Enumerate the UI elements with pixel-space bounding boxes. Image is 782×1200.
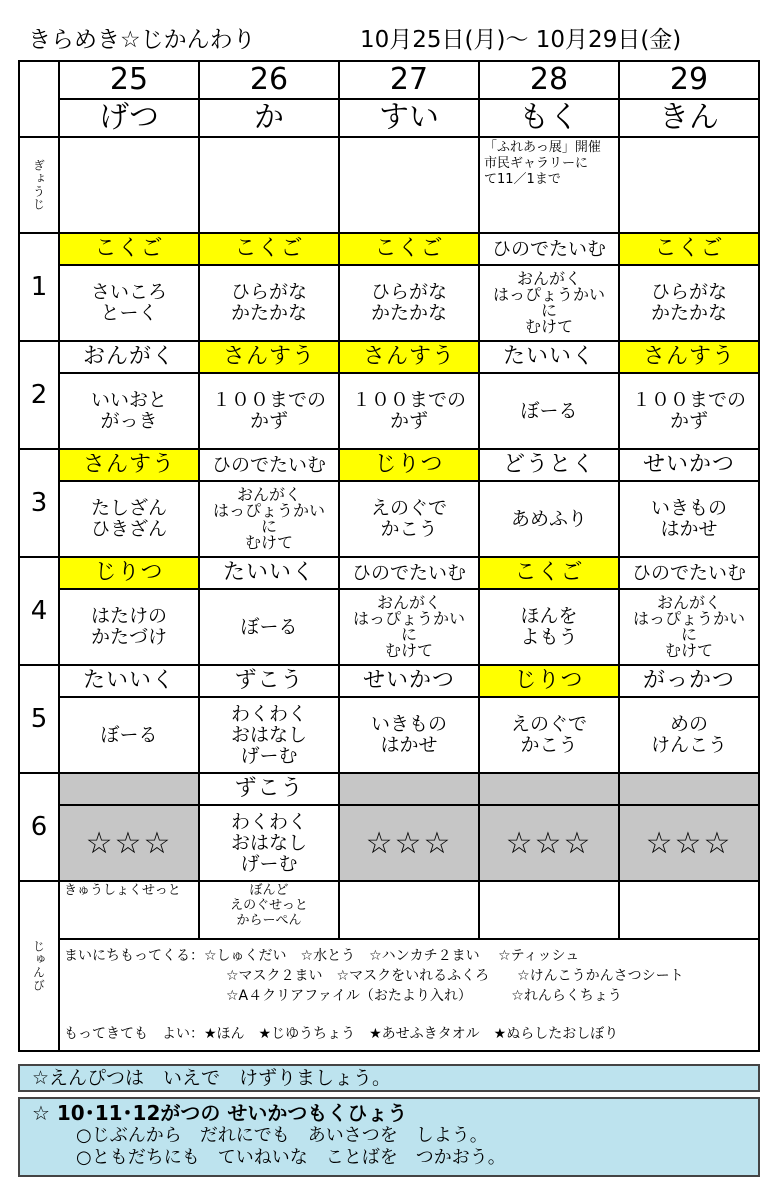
content-cell: ぼーる [199,589,339,665]
subject-cell: がっかつ [619,665,759,697]
subject-cell: ひのでたいむ [619,557,759,589]
life-goals-box [18,1097,760,1177]
subject-cell: さんすう [59,449,199,481]
period-number: 1 [19,233,59,341]
everyday-items-3: ☆A４クリアファイル（おたより入れ） ☆れんらくちょう [226,988,622,1004]
content-cell: おんがく はっぴょうかい に むけて [199,481,339,557]
subject-cell-empty [59,773,199,805]
everyday-label: まいにちもってくる： [64,948,204,964]
event-cell: 「ふれあっ展」開催 市民ギャラリーに て11／1まで [479,137,619,233]
day-number: 25 [59,61,199,99]
subject-cell: じりつ [339,449,479,481]
event-cell [59,137,199,233]
period-number: 3 [19,449,59,557]
subject-cell: たいいく [59,665,199,697]
pencil-notice: ☆えんぴつは いえで けずりましょう。 [18,1064,760,1092]
content-cell: ひらがな かたかな [339,265,479,341]
subject-cell: じりつ [479,665,619,697]
subject-cell: じりつ [59,557,199,589]
content-cell: ほんを よもう [479,589,619,665]
content-cell: えのぐで かこう [479,697,619,773]
junbi-note [339,881,479,939]
belongings-row [19,939,759,1051]
content-cell: さいころ とーく [59,265,199,341]
subject-cell: さんすう [339,341,479,373]
period-2-content-row [19,373,759,449]
content-cell: えのぐで かこう [339,481,479,557]
junbi-notes-row [19,881,759,939]
optional-items: もってきても よい：★ほん ★じゆうちょう ★あせふきタオル ★ぬらしたおしぼり [64,1026,619,1042]
subject-cell-empty [339,773,479,805]
subject-cell: たいいく [479,341,619,373]
life-goal-1: ○じぶんから だれにでも あいさつを しよう。 [76,1125,488,1146]
everyday-items-1: ☆しゅくだい ☆水とう ☆ハンカチ２まい ☆ティッシュ [204,948,580,964]
content-cell: ひらがな かたかな [619,265,759,341]
content-cell: ぼーる [59,697,199,773]
content-cell: １００までの かず [619,373,759,449]
period-number: 2 [19,341,59,449]
subject-cell: こくご [339,233,479,265]
day-name: すい [339,99,479,137]
day-name: もく [479,99,619,137]
content-cell: ぼーる [479,373,619,449]
subject-cell: おんがく [59,341,199,373]
stars-cell: ☆☆☆ [339,805,479,881]
content-cell: めの けんこう [619,697,759,773]
period-5-subject-row [19,665,759,697]
period-1-content-row [19,265,759,341]
junbi-note [619,881,759,939]
event-cell [339,137,479,233]
subject-cell: せいかつ [619,449,759,481]
belongings-cell [59,939,759,1051]
content-cell: いきもの はかせ [339,697,479,773]
event-cell [619,137,759,233]
content-cell: １００までの かず [199,373,339,449]
period-2-subject-row [19,341,759,373]
subject-cell: ひのでたいむ [199,449,339,481]
subject-cell: たいいく [199,557,339,589]
subject-cell-empty [619,773,759,805]
content-cell: わくわく おはなし げーむ [199,805,339,881]
subject-cell: ずこう [199,665,339,697]
day-name: げつ [59,99,199,137]
junbi-note [479,881,619,939]
junbi-note: ぼんど えのぐせっと からーぺん [199,881,339,939]
events-row [19,137,759,233]
subject-cell: こくご [199,233,339,265]
subject-cell: こくご [479,557,619,589]
content-cell: おんがく はっぴょうかい に むけて [339,589,479,665]
content-cell: おんがく はっぴょうかい に むけて [479,265,619,341]
date-range: 10月25日(月)～ 10月29日(金) [360,27,682,53]
day-number: 28 [479,61,619,99]
junbi-note: きゅうしょくせっと [59,881,199,939]
content-cell: わくわく おはなし げーむ [199,697,339,773]
period-number: 4 [19,557,59,665]
events-label-cell [19,137,59,233]
page-header [18,22,778,58]
content-cell: たしざん ひきざん [59,481,199,557]
life-goals-heading: ☆ 10･11･12がつの せいかつもくひょう [32,1101,408,1125]
belongings-spacer [64,1006,754,1024]
period-4-content-row [19,589,759,665]
content-cell: あめふり [479,481,619,557]
content-cell: いいおと がっき [59,373,199,449]
day-number: 29 [619,61,759,99]
stars-cell: ☆☆☆ [619,805,759,881]
content-cell: いきもの はかせ [619,481,759,557]
subject-cell: こくご [59,233,199,265]
day-name-row [19,99,759,137]
life-goal-2: ○ともだちにも ていねいな ことばを つかおう。 [76,1147,506,1168]
day-number-row [19,61,759,99]
period-6-content-row [19,805,759,881]
content-cell: １００までの かず [339,373,479,449]
period-4-subject-row [19,557,759,589]
period-1-subject-row [19,233,759,265]
period-6-subject-row [19,773,759,805]
junbi-label-cell [19,881,59,1051]
subject-cell: ずこう [199,773,339,805]
content-cell: おんがく はっぴょうかい に むけて [619,589,759,665]
stars-cell: ☆☆☆ [59,805,199,881]
junbi-label: じゅんび [31,940,46,992]
stars-cell: ☆☆☆ [479,805,619,881]
event-cell [199,137,339,233]
subject-cell: どうとく [479,449,619,481]
subject-cell: さんすう [619,341,759,373]
events-label: ぎょうじ [31,159,46,211]
subject-cell-empty [479,773,619,805]
day-number: 26 [199,61,339,99]
everyday-items-2: ☆マスク２まい ☆マスクをいれるふくろ ☆けんこうかんさつシート [226,968,684,984]
day-number: 27 [339,61,479,99]
period-5-content-row [19,697,759,773]
subject-cell: ひのでたいむ [339,557,479,589]
corner-cell [19,61,59,137]
day-name: か [199,99,339,137]
period-3-subject-row [19,449,759,481]
period-number: 5 [19,665,59,773]
subject-cell: さんすう [199,341,339,373]
period-number: 6 [19,773,59,881]
timetable [18,60,760,1052]
page-title: きらめき☆じかんわり [28,27,256,53]
subject-cell: ひのでたいむ [479,233,619,265]
period-3-content-row [19,481,759,557]
content-cell: はたけの かたづけ [59,589,199,665]
subject-cell: せいかつ [339,665,479,697]
subject-cell: こくご [619,233,759,265]
content-cell: ひらがな かたかな [199,265,339,341]
day-name: きん [619,99,759,137]
everyday-line-1 [64,946,754,966]
